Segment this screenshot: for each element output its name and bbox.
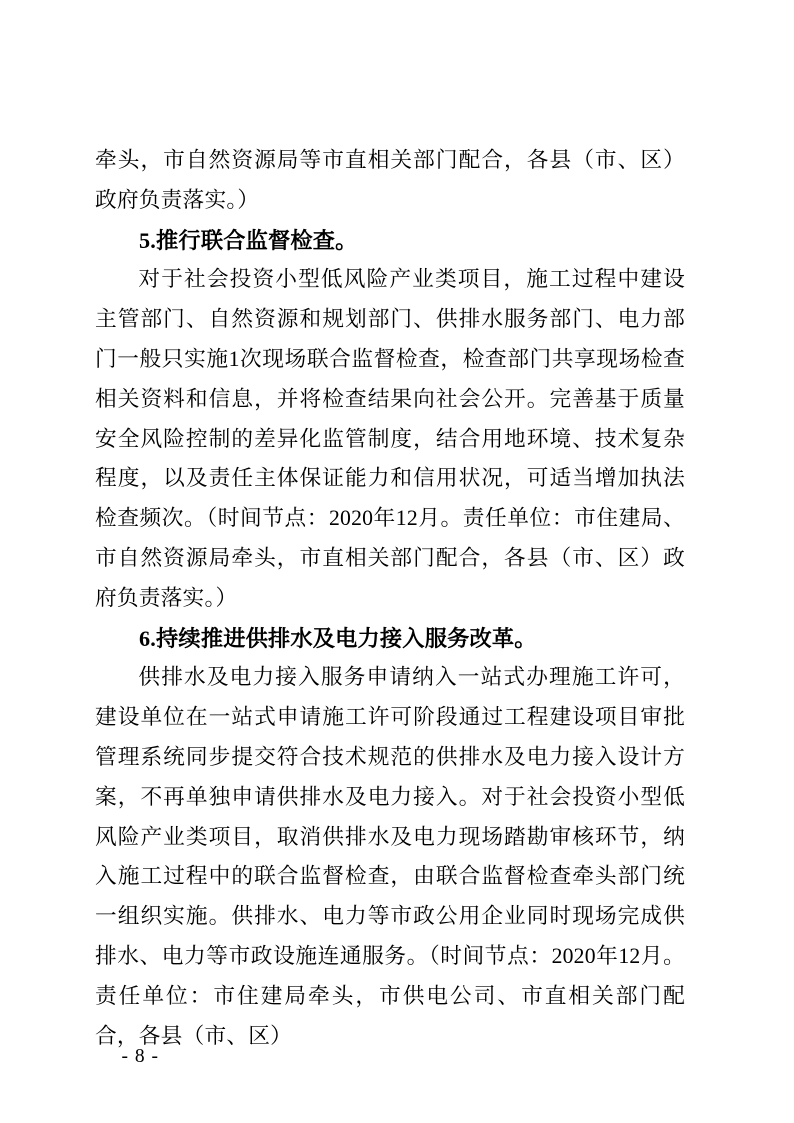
page-footer: [98, 1021, 159, 1093]
section-heading-6: 6.持续推进供排水及电力接入服务改革。: [139, 625, 537, 651]
paragraph-section-5: 对于社会投资小型低风险产业类项目，施工过程中建设主管部门、自然资源和规划部门、供排水服务部门、电力部门一般只实施1次现场联合监督检查，检查部门共享现场检查相关资料和信息，并将检查结果向社会公开。完善基于质量安全风险控制的差异化监管制度，结合用地环境、技术复杂程度，以及责任主体保证能力和信用状况，可适当增加执法检查频次。（时间节点：2020年12月。责任单位：市住建局、市自然资源局牵头，市直相关部门配合，各县（市、区）政府负责落实。）: [95, 267, 685, 610]
document-content: [95, 141, 685, 1056]
section-heading-5: 5.推行联合监督检查。: [139, 227, 358, 253]
page-number: - 8 -: [121, 1046, 159, 1067]
paragraph-continuation: 牵头，市自然资源局等市直相关部门配合，各县（市、区）政府负责落实。）: [95, 148, 685, 212]
paragraph-section-6: 供排水及电力接入服务申请纳入一站式办理施工许可，建设单位在一站式申请施工许可阶段通过工程建设项目审批管理系统同步提交符合技术规范的供排水及电力接入设计方案，不再单独申请供排水及电力接入。对于社会投资小型低风险产业类项目，取消供排水及电力现场踏勘审核环节，纳入施工过程中的联合监督检查，由联合监督检查牵头部门统一组织实施。供排水、电力等市政公用企业同时现场完成供排水、电力等市政设施连通服务。（时间节点：2020年12月。责任单位：市住建局牵头，市供电公司、市直相关部门配合，各县（市、区）: [95, 665, 685, 1048]
